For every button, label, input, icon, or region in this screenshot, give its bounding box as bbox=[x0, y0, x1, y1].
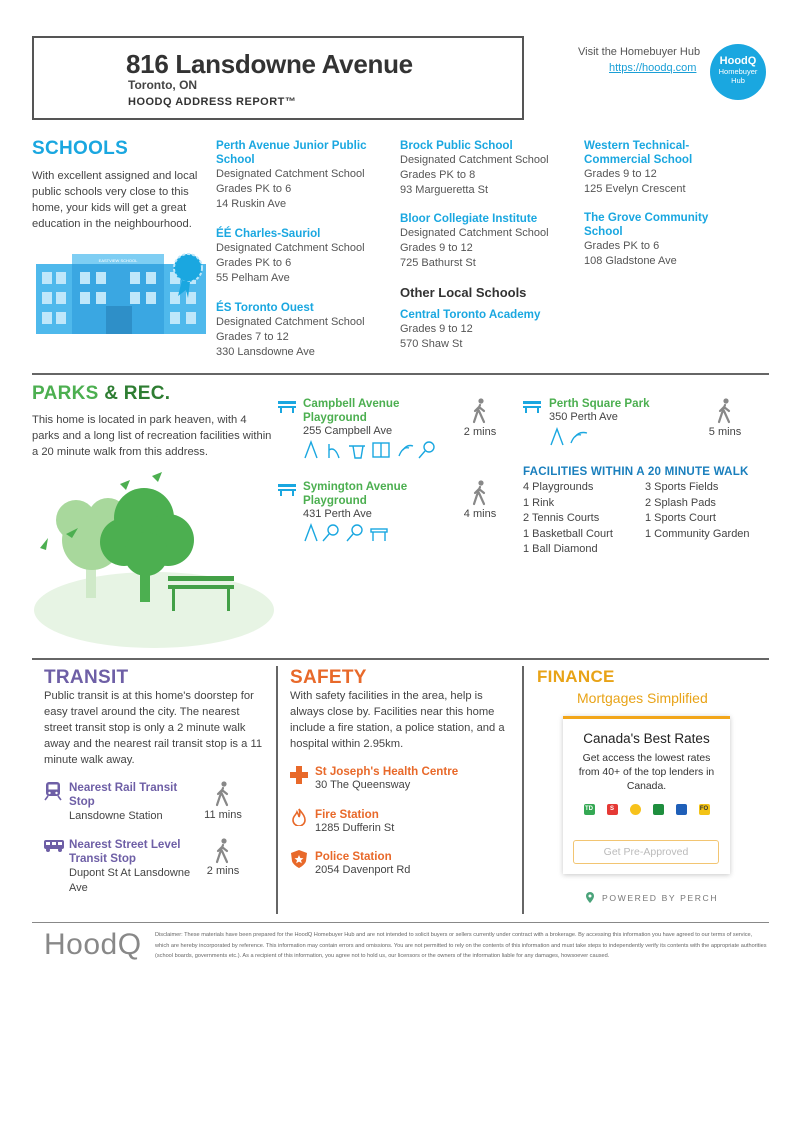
powered-by-perch: POWERED BY PERCH bbox=[602, 893, 719, 903]
park-amenity-icons bbox=[303, 523, 393, 543]
park-illustration bbox=[32, 470, 278, 650]
street-transit-label: Nearest Street Level Transit Stop bbox=[69, 838, 181, 865]
rail-transit-card[interactable] bbox=[69, 781, 194, 824]
park-card[interactable] bbox=[303, 480, 433, 520]
facility-item: 1 Basketball Court bbox=[523, 527, 613, 540]
facility-item: 1 Community Garden bbox=[645, 527, 750, 540]
bench-icon bbox=[277, 482, 297, 496]
page-title: 816 Lansdowne Avenue bbox=[126, 49, 413, 79]
walk-time: 4 mins bbox=[463, 508, 497, 520]
tennis-icon bbox=[424, 442, 434, 452]
scotiabank-logo-icon: S bbox=[607, 804, 618, 815]
walking-icon bbox=[472, 398, 488, 424]
school-address: 14 Ruskin Ave bbox=[216, 198, 287, 210]
walking-icon bbox=[717, 398, 733, 424]
school-type: Designated Catchment School bbox=[400, 227, 549, 239]
slide-icon bbox=[305, 525, 317, 541]
school-card[interactable] bbox=[216, 227, 386, 286]
slide-icon bbox=[551, 429, 563, 445]
facility-item: 3 Sports Fields bbox=[645, 481, 719, 493]
facility-item: 1 Sports Court bbox=[645, 512, 716, 524]
logo-line-2: Homebuyer bbox=[718, 67, 758, 76]
walking-icon bbox=[472, 480, 488, 506]
school-card[interactable] bbox=[216, 139, 376, 212]
parks-blurb: This home is located in park heaven, with 4 parks and a long list of recreation facilities within a 20 minute walk from this address. bbox=[32, 414, 272, 458]
police-station-address: 2054 Davenport Rd bbox=[315, 864, 411, 876]
facilities-list-left bbox=[523, 480, 613, 558]
hospital-cross-icon bbox=[290, 766, 308, 784]
school-card[interactable] bbox=[584, 139, 724, 197]
safety-title: SAFETY bbox=[290, 667, 367, 688]
parks-title-b: & REC. bbox=[98, 383, 171, 404]
lender-logos bbox=[563, 804, 730, 815]
school-grades: Grades 7 to 12 bbox=[216, 331, 289, 343]
school-type: Designated Catchment School bbox=[216, 316, 365, 328]
skate-icon bbox=[329, 444, 339, 458]
disclaimer-text: Disclaimer: These materials have been prepared for the HoodQ Homebuyer Hub and are not intended to solicit buyers or sellers currently under contract with a brokerage. By accessing this information you have agreed to our terms of service, which are hereby incorporated by reference. This information may contain errors and omissions. You are not permitted to rely on the contents of this information and must take steps to independently verify its contents with the appropriate authorities (school boards, governments etc.). As a recipient of this information, you agree not to hold us, our licensors or the owners of the information liable for any damages, howsoever caused. bbox=[155, 932, 767, 959]
school-address: 725 Bathurst St bbox=[400, 257, 476, 269]
fire-station-card[interactable] bbox=[315, 808, 394, 836]
school-name: Central Toronto Academy bbox=[400, 308, 541, 321]
school-type: Designated Catchment School bbox=[216, 168, 365, 180]
facility-item: 1 Ball Diamond bbox=[523, 543, 598, 555]
splash-pad-icon bbox=[399, 446, 413, 457]
parks-title bbox=[32, 383, 170, 405]
logo-line-1: HoodQ bbox=[719, 55, 757, 67]
park-name: Symington Avenue Playground bbox=[303, 480, 408, 507]
school-address: 125 Evelyn Crescent bbox=[584, 183, 686, 195]
school-address: 55 Pelham Ave bbox=[216, 272, 290, 284]
school-name: ÉÉ Charles-Sauriol bbox=[216, 227, 321, 240]
police-badge-icon bbox=[291, 850, 307, 868]
lender-logo-icon: FO bbox=[699, 804, 710, 815]
transit-blurb: Public transit is at this home's doorstep for easy travel around the city. The nearest street transit stop is only a 2 minute walk away and the nearest rail transit stop is a 11 minute walk away. bbox=[44, 690, 263, 766]
walking-icon bbox=[215, 838, 231, 864]
park-card[interactable] bbox=[303, 397, 433, 437]
visit-hub-text: Visit the Homebuyer Hub bbox=[578, 46, 701, 58]
finance-title: FINANCE bbox=[537, 667, 615, 686]
walking-icon bbox=[215, 781, 231, 807]
train-icon bbox=[44, 781, 62, 801]
facilities-heading: FACILITIES WITHIN A 20 MINUTE WALK bbox=[523, 465, 749, 478]
school-building-label: EASTVIEW SCHOOL bbox=[98, 258, 138, 263]
school-grades: Grades PK to 6 bbox=[216, 257, 292, 269]
fire-icon bbox=[292, 808, 306, 826]
school-grades: Grades 9 to 12 bbox=[584, 168, 657, 180]
bus-icon bbox=[43, 839, 65, 853]
facility-item: 2 Tennis Courts bbox=[523, 512, 600, 524]
rates-card bbox=[563, 716, 730, 874]
school-grades: Grades PK to 6 bbox=[584, 240, 660, 252]
fire-station-label: Fire Station bbox=[315, 808, 379, 821]
hospital-card[interactable] bbox=[315, 765, 458, 793]
park-amenity-icons bbox=[549, 427, 593, 447]
walk-time: 5 mins bbox=[708, 426, 742, 438]
column-divider bbox=[276, 666, 278, 914]
ball-icon bbox=[352, 525, 362, 535]
fire-station-address: 1285 Dufferin St bbox=[315, 822, 395, 834]
school-card[interactable] bbox=[400, 308, 570, 352]
lender-logo-icon bbox=[653, 804, 664, 815]
report-label: HOODQ ADDRESS REPORT™ bbox=[128, 96, 297, 108]
bench-icon bbox=[371, 529, 387, 532]
bench-icon bbox=[522, 399, 542, 413]
finance-subtitle: Mortgages Simplified bbox=[577, 690, 708, 706]
lender-logo-icon bbox=[630, 804, 641, 815]
school-address: 108 Gladstone Ave bbox=[584, 255, 677, 267]
hoodq-footer-logo: HoodQ bbox=[44, 928, 142, 961]
street-transit-card[interactable] bbox=[69, 838, 199, 896]
police-station-label: Police Station bbox=[315, 850, 392, 863]
hoodq-link[interactable]: https://hoodq.com bbox=[609, 62, 697, 74]
safety-blurb: With safety facilities in the area, help is always close by. Facilities near this home include a fire station, a police station, and a hospital within 2.95km. bbox=[290, 690, 505, 750]
facility-item: 4 Playgrounds bbox=[523, 481, 594, 493]
get-pre-approved-button[interactable]: Get Pre-Approved bbox=[573, 840, 719, 864]
school-address: 93 Margueretta St bbox=[400, 184, 489, 196]
hospital-name: St Joseph's Health Centre bbox=[315, 765, 459, 778]
school-grades: Grades 9 to 12 bbox=[400, 242, 473, 254]
hoodq-hub-logo[interactable] bbox=[710, 44, 766, 100]
school-card[interactable] bbox=[400, 139, 570, 198]
park-name: Campbell Avenue Playground bbox=[303, 397, 400, 424]
park-address: 431 Perth Ave bbox=[303, 508, 372, 520]
school-building-illustration bbox=[36, 250, 211, 336]
bench-icon bbox=[277, 399, 297, 413]
parks-title-a: PARKS bbox=[32, 383, 99, 404]
park-address: 255 Campbell Ave bbox=[303, 425, 393, 437]
rail-transit-label: Nearest Rail Transit Stop bbox=[69, 781, 178, 808]
school-type: Designated Catchment School bbox=[400, 154, 549, 166]
school-address: 330 Lansdowne Ave bbox=[216, 346, 315, 358]
school-name: Perth Avenue Junior Public School bbox=[216, 139, 367, 166]
school-card[interactable] bbox=[400, 212, 570, 271]
schools-blurb: With excellent assigned and local public schools very close to this home, your kids will get a great education in the neighbourhood. bbox=[32, 170, 198, 230]
rates-card-title: Canada's Best Rates bbox=[583, 731, 710, 746]
school-name: Brock Public School bbox=[400, 139, 513, 152]
park-address: 350 Perth Ave bbox=[549, 411, 618, 423]
td-bank-logo-icon: TD bbox=[584, 804, 595, 815]
rates-card-description: Get access the lowest rates from 40+ of the top lenders in Canada. bbox=[578, 753, 715, 792]
slide-icon bbox=[305, 442, 317, 458]
facility-item: 2 Splash Pads bbox=[645, 496, 716, 509]
park-amenity-icons bbox=[303, 440, 438, 460]
basketball-icon bbox=[349, 446, 365, 458]
school-name: Western Technical-Commercial School bbox=[584, 139, 693, 166]
school-address: 570 Shaw St bbox=[400, 338, 463, 350]
school-type: Designated Catchment School bbox=[216, 242, 365, 254]
school-name: ÉS Toronto Ouest bbox=[216, 301, 314, 314]
street-stop-name: Dupont St At Lansdowne Ave bbox=[69, 867, 191, 894]
logo-line-3: Hub bbox=[731, 76, 745, 85]
location-pin-icon bbox=[585, 892, 595, 904]
lender-logo-icon bbox=[676, 804, 687, 815]
schools-title: SCHOOLS bbox=[32, 138, 129, 159]
walk-time: 11 mins bbox=[204, 809, 242, 821]
transit-title: TRANSIT bbox=[44, 667, 129, 688]
facility-item: 1 Rink bbox=[523, 496, 555, 509]
police-station-card[interactable] bbox=[315, 850, 410, 878]
school-name: The Grove Community School bbox=[584, 211, 709, 238]
tennis-icon bbox=[328, 525, 338, 535]
walk-time: 2 mins bbox=[206, 865, 240, 877]
school-card[interactable] bbox=[216, 301, 386, 360]
rail-stop-name: Lansdowne Station bbox=[69, 810, 163, 822]
footer-divider bbox=[32, 922, 769, 923]
park-card[interactable] bbox=[549, 397, 689, 423]
column-divider bbox=[522, 666, 524, 914]
school-card[interactable] bbox=[584, 211, 724, 269]
divider bbox=[32, 658, 769, 660]
other-schools-heading: Other Local Schools bbox=[400, 285, 527, 300]
splash-pad-icon bbox=[571, 433, 587, 444]
school-grades: Grades 9 to 12 bbox=[400, 323, 473, 335]
school-grades: Grades PK to 8 bbox=[400, 169, 476, 181]
hospital-address: 30 The Queensway bbox=[315, 779, 411, 791]
facilities-list-right bbox=[645, 480, 750, 542]
divider bbox=[32, 373, 769, 375]
city-label: Toronto, ON bbox=[128, 78, 198, 92]
park-name: Perth Square Park bbox=[549, 397, 650, 410]
school-grades: Grades PK to 6 bbox=[216, 183, 292, 195]
walk-time: 2 mins bbox=[463, 426, 497, 438]
school-name: Bloor Collegiate Institute bbox=[400, 212, 538, 225]
